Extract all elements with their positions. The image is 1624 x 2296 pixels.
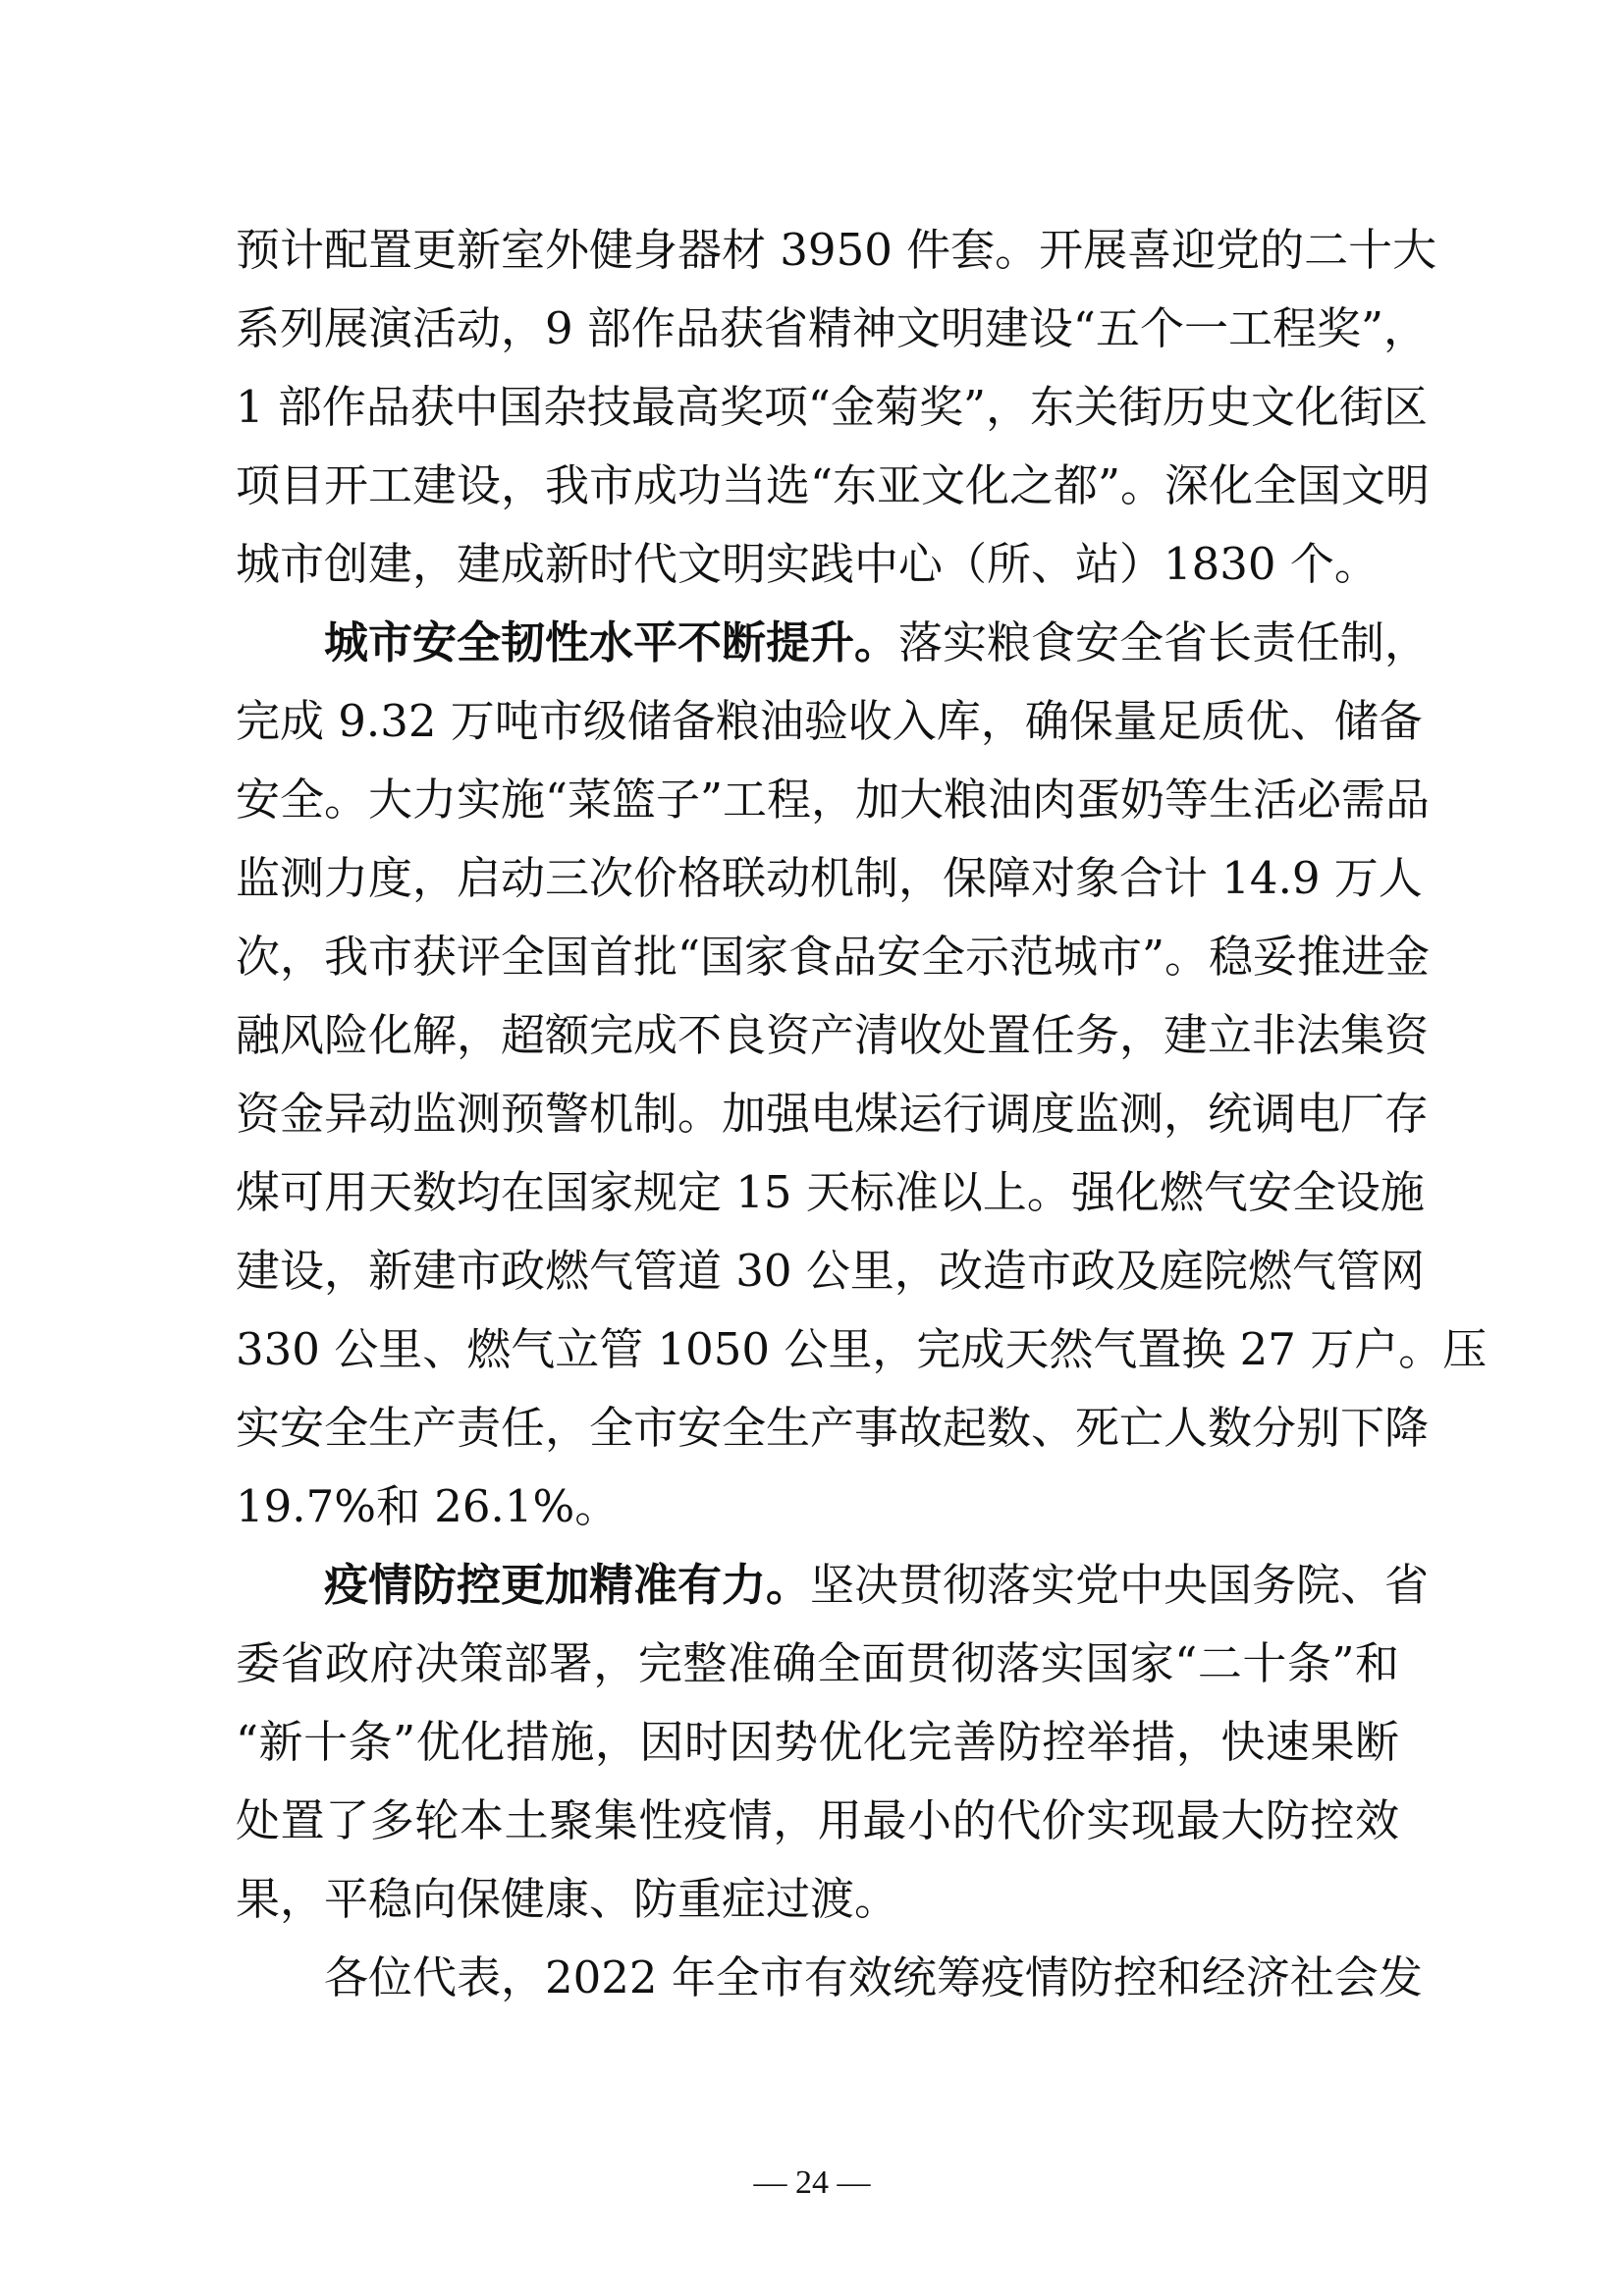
page-number: — 24 — [753,2164,871,2201]
text-line [236,604,1430,682]
text-line: 建设，新建市政燃气管道 30 公里，改造市政及庭院燃气管网 [236,1245,1425,1297]
paragraph-heading: 疫情防控更加精准有力。 [324,1559,811,1611]
text-line: 各位代表，2022 年全市有效统筹疫情防控和经济社会发 [324,1951,1423,2003]
text-line: “新十条”优化措施，因时因势优化完善防控举措，快速果断 [236,1716,1399,1768]
text-span: 落实粮食安全省长责任制， [898,616,1430,668]
paragraph-heading: 城市安全韧性水平不断提升。 [324,616,899,668]
text-line: 19.7%和 26.1%。 [236,1480,620,1532]
text-line: 安全。大力实施“菜篮子”工程，加大粮油肉蛋奶等生活必需品 [236,774,1431,826]
text-line: 融风险化解，超额完成不良资产清收处置任务，建立非法集资 [236,1009,1430,1061]
text-line: 实安全生产责任，全市安全生产事故起数、死亡人数分别下降 [236,1402,1430,1454]
paragraph-culture [236,211,1437,604]
text-line: 1 部作品获中国杂技最高奖项“金菊奖”，东关街历史文化街区 [236,381,1428,433]
paragraph-summary [236,1939,1423,2017]
text-line: 预计配置更新室外健身器材 3950 件套。开展喜迎党的二十大 [236,224,1437,276]
paragraph-city-safety [236,604,1488,1546]
paragraph-epidemic-control [236,1546,1430,1939]
text-line: 城市创建，建成新时代文明实践中心（所、站）1830 个。 [236,538,1379,590]
text-line: 处置了多轮本土聚集性疫情，用最小的代价实现最大防控效 [236,1794,1399,1846]
text-line: 项目开工建设，我市成功当选“东亚文化之都”。深化全国文明 [236,459,1431,511]
text-line: 330 公里、燃气立管 1050 公里，完成天然气置换 27 万户。压 [236,1323,1488,1375]
text-line: 果，平稳向保健康、防重症过渡。 [236,1873,899,1925]
text-line: 系列展演活动，9 部作品获省精神文明建设“五个一工程奖”， [236,302,1428,354]
text-span: 坚决贯彻落实党中央国务院、省 [810,1559,1430,1611]
text-line: 委省政府决策部署，完整准确全面贯彻落实国家“二十条”和 [236,1637,1399,1689]
document-body [236,211,1488,2017]
text-line [236,1546,1430,1625]
text-line: 监测力度，启动三次价格联动机制，保障对象合计 14.9 万人 [236,852,1423,904]
text-line: 完成 9.32 万吨市级储备粮油验收入库，确保量足质优、储备 [236,695,1423,747]
text-line: 资金异动监测预警机制。加强电煤运行调度监测，统调电厂存 [236,1088,1430,1140]
text-line: 次，我市获评全国首批“国家食品安全示范城市”。稳妥推进金 [236,931,1431,983]
text-line: 煤可用天数均在国家规定 15 天标准以上。强化燃气安全设施 [236,1166,1425,1218]
